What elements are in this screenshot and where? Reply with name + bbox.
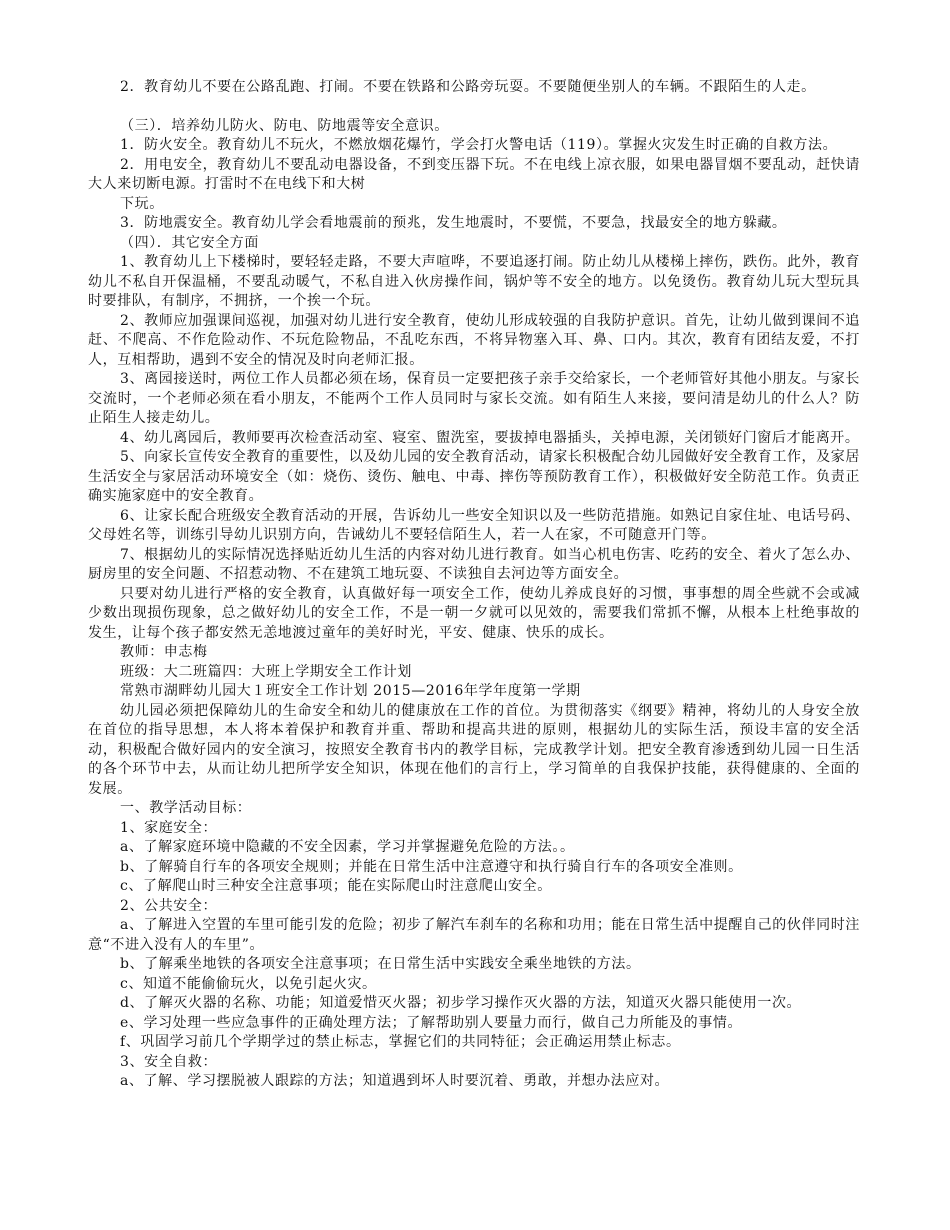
list-item: c、了解爬山时三种安全注意事项；能在实际爬山时注意爬山安全。 — [120, 878, 552, 894]
list-item: b、了解乘坐地铁的各项安全注意事项；在日常生活中实践安全乘坐地铁的方法。 — [120, 956, 641, 972]
plan-title: 常熟市湖畔幼儿园大１班安全工作计划 2015—2016年学年度第一学期 — [120, 683, 581, 699]
list-item: e、学习处理一些应急事件的正确处理方法；了解帮助别人要量力而行，做自己力所能及的事情。 — [120, 1014, 743, 1031]
subsection-heading: 3、安全自救： — [120, 1053, 218, 1070]
paragraph: 2．教育幼儿不要在公路乱跑、打闹。不要在铁路和公路旁玩耍。不要随便坐别人的车辆。不跟陌生的人走。 — [120, 79, 816, 95]
paragraph: 只要对幼儿进行严格的安全教育，认真做好每一项安全工作，使幼儿养成良好的习惯，事事想的周全些就不会或减少数出现损伤现象，总之做好幼儿的安全工作，不是一朝一夕就可以见效的，需要我们常抓不懈，从根本上杜绝事故的发生，让每个孩子都安然无恙地渡过童年的美好时光，平安、健康、快乐的成长。 — [88, 585, 860, 641]
paragraph: 2．用电安全，教育幼儿不要乱动电器设备，不到变压器下玩。不在电线上凉衣服，如果电器冒烟不要乱动，赶快请大人来切断电源。打雷时不在电线下和大树 — [88, 156, 860, 192]
list-item: a、了解家庭环境中隐藏的不安全因素，学习并掌握避免危险的方法。。 — [120, 839, 575, 855]
section-heading: 一、教学活动目标： — [120, 800, 252, 816]
list-item: a、了解、学习摆脱被人跟踪的方法；知道遇到坏人时要沉着、勇敢，并想办法应对。 — [120, 1073, 670, 1089]
paragraph: 4、幼儿离园后，教师要再次检查活动室、寝室、盥洗室，要拔掉电器插头，关掉电源，关闭锁好门窗后才能离开。 — [120, 429, 860, 446]
paragraph: 5、向家长宣传安全教育的重要性，以及幼儿园的安全教育活动，请家长积极配合幼儿园做好安全教育工作，及家居生活安全与家居活动环境安全（如：烧伤、烫伤、触电、中毒、摔伤等预防教育工作），积极做好安全防范工作。负责正确实施家庭中的安全教育。 — [88, 449, 860, 504]
list-item: d、了解灭火器的名称、功能；知道爱惜灭火器；初步学习操作灭火器的方法，知道灭火器只能使用一次。 — [120, 995, 802, 1011]
paragraph: 2、教师应加强课间巡视，加强对幼儿进行安全教育，使幼儿形成较强的自我防护意识。首先，让幼儿做到课间不追赶、不爬高、不作危险动作、不玩危险物品，不乱吃东西，不将异物塞入耳、鼻、口内。其次，教育有团结友爱，不打人，互相帮助，遇到不安全的情况及时向老师汇报。 — [88, 312, 860, 368]
paragraph: 6、让家长配合班级安全教育活动的开展，告诉幼儿一些安全知识以及一些防范措施。如熟记自家住址、电话号码、父母姓名等，训练引导幼儿识别方向，告诫幼儿不要轻信陌生人，若一人在家，不可随意开门等。 — [88, 507, 860, 543]
list-item: f、巩固学习前几个学期学过的禁止标志，掌握它们的共同特征；会正确运用禁止标志。 — [120, 1034, 681, 1050]
paragraph: 下玩。 — [120, 195, 164, 212]
paragraph: 3．防地震安全。教育幼儿学会看地震前的预兆，发生地震时，不要慌，不要急，找最安全的地方躲藏。 — [120, 215, 787, 231]
subsection-heading: 2、公共安全： — [120, 897, 218, 914]
paragraph: 1．防火安全。教育幼儿不玩火，不燃放烟花爆竹，学会打火警电话（119）。掌握火灾发生时正确的自救方法。 — [120, 137, 838, 153]
paragraph: 7、根据幼儿的实际情况选择贴近幼儿生活的内容对幼儿进行教育。如当心机电伤害、吃药的安全、着火了怎么办、厨房里的安全问题、不招惹动物、不在建筑工地玩耍、不读独自去河边等方面安全。 — [88, 546, 860, 582]
paragraph: 1、教育幼儿上下楼梯时，要轻轻走路，不要大声喧哗，不要追逐打闹。防止幼儿从楼梯上摔伤，跌伤。此外，教育幼儿不私自开保温桶，不要乱动暖气，不私自进入伙房操作间，锅炉等不安全的地方。以免烫伤。教育幼儿玩大型玩具时要排队，有制序，不拥挤，一个挨一个玩。 — [88, 254, 860, 309]
list-item: c、知道不能偷偷玩火，以免引起火灾。 — [120, 975, 377, 992]
paragraph: 幼儿园必须把保障幼儿的生命安全和幼儿的健康放在工作的首位。为贯彻落实《纲要》精神，将幼儿的人身安全放在首位的指导思想，本人将本着保护和教育并重、帮助和提高共进的原则，根据幼儿的实际生活，预设丰富的安全活动，积极配合做好园内的安全演习，按照安全教育书内的教学目标，完成教学计划。把安全教育渗透到幼儿园一日生活的各个环节中去，从而让幼儿把所学安全知识，体现在他们的言行上，学习简单的自我保护技能，获得健康的、全面的发展。 — [88, 702, 860, 797]
author-line: 教师：申志梅 — [120, 644, 208, 660]
class-line: 班级：大二班篇四：大班上学期安全工作计划 — [120, 663, 412, 680]
section-heading: （三）．培养幼儿防火、防电、防地震等安全意识。 — [120, 117, 449, 134]
list-item: a、了解进入空置的车里可能引发的危险；初步了解汽车刹车的名称和功用；能在日常生活中提醒自己的伙伴同时注意“不进入没有人的车里”。 — [88, 917, 860, 953]
section-heading: （四）．其它安全方面 — [120, 234, 259, 251]
document-body — [88, 78, 860, 1092]
subsection-heading: 1、家庭安全： — [120, 819, 218, 836]
paragraph: 3、离园接送时，两位工作人员都必须在场，保育员一定要把孩子亲手交给家长，一个老师管好其他小朋友。与家长交流时，一个老师必须在看小朋友，不能两个工作人员同时与家长交流。如有陌生人来接，要问清是幼儿的什么人？防止陌生人接走幼儿。 — [88, 371, 860, 426]
list-item: b、了解骑自行车的各项安全规则；并能在日常生活中注意遵守和执行骑自行车的各项安全准则。 — [120, 858, 743, 875]
